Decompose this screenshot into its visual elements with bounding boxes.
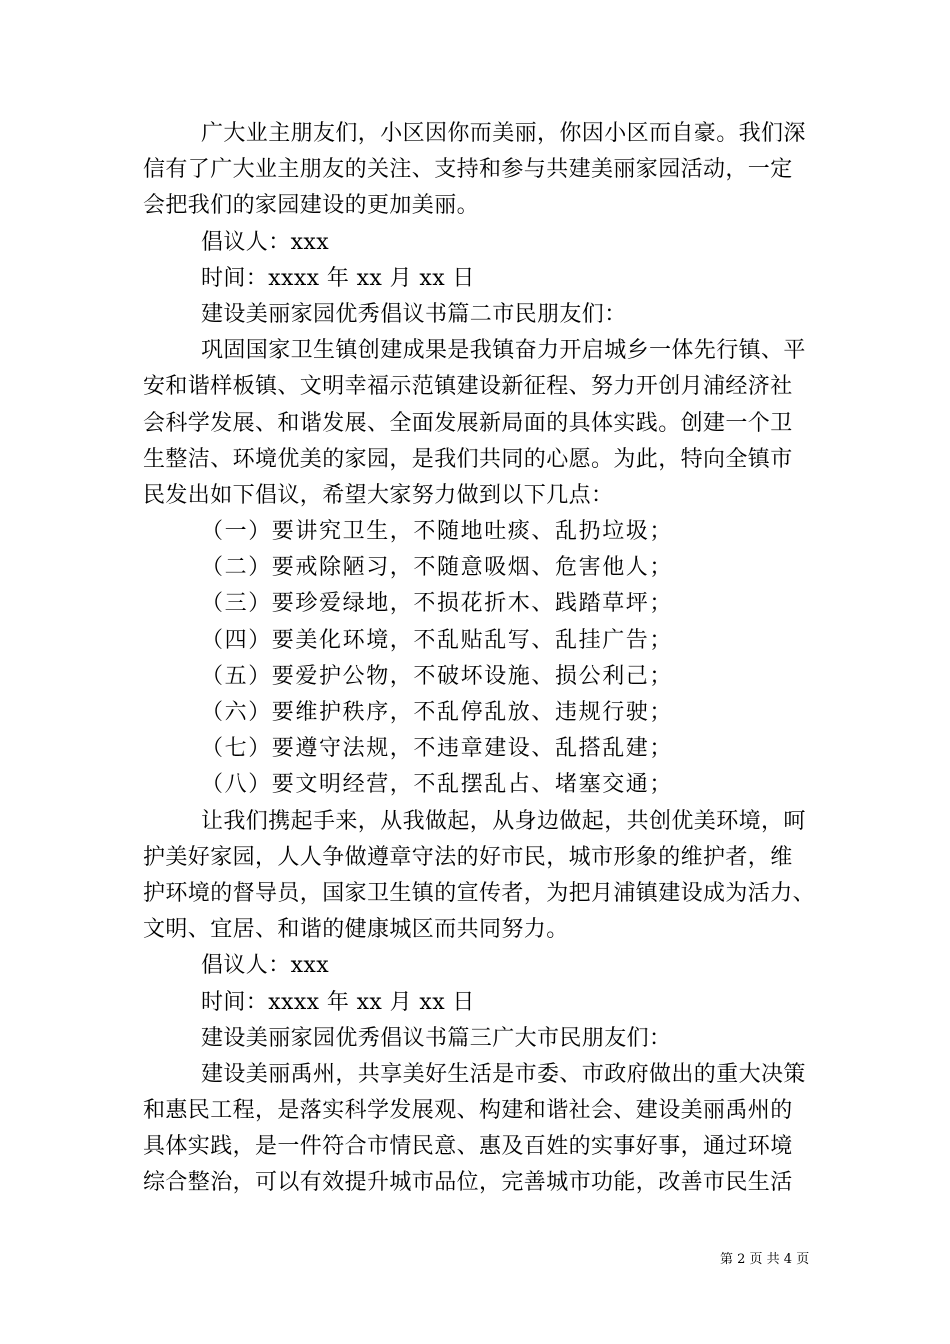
paragraph-2 [143, 333, 823, 514]
page-number: 第 2 页 共 4 页 [720, 1252, 810, 1267]
proposal-item: （三）要珍爱绿地，不损花折木、践踏草坪； [201, 591, 674, 617]
text-line: 广大业主朋友们，小区因你而美丽，你因小区而自豪。我们深 [201, 121, 806, 146]
paragraph-3 [143, 804, 823, 949]
paragraph-4 [143, 1057, 823, 1202]
text-line: 护美好家园，人人争做遵章守法的好市民，城市形象的维护者，维 [143, 844, 793, 870]
proposal-item: （六）要维护秩序，不乱停乱放、违规行驶； [201, 700, 674, 725]
proposal-item: （五）要爱护公物，不破坏设施、损公利己； [201, 663, 674, 689]
signature-block-2 [143, 948, 823, 1020]
text-line: 巩固国家卫生镇创建成果是我镇奋力开启城乡一体先行镇、平 [201, 338, 806, 364]
text-line: 和惠民工程，是落实科学发展观、构建和谐社会、建设美丽禹州的 [143, 1098, 793, 1124]
document-body [143, 116, 823, 1202]
date-line: 时间：xxxx 年 xx 月 xx 日 [201, 265, 475, 291]
proposal-item: （七）要遵守法规，不违章建设、乱搭乱建； [201, 736, 674, 762]
text-line: 安和谐样板镇、文明幸福示范镇建设新征程、努力开创月浦经济社 [143, 374, 793, 400]
proposal-item: （一）要讲究卫生，不随地吐痰、乱扔垃圾； [201, 519, 674, 545]
date-line: 时间：xxxx 年 xx 月 xx 日 [201, 989, 475, 1015]
text-line: 护环境的督导员，国家卫生镇的宣传者，为把月浦镇建设成为活力、 [143, 880, 816, 906]
section-heading-3: 建设美丽家园优秀倡议书篇三广大市民朋友们： [201, 1025, 672, 1051]
text-line: 具体实践，是一件符合市情民意、惠及百姓的实事好事，通过环境 [143, 1134, 793, 1160]
text-line: 会科学发展、和谐发展、全面发展新局面的具体实践。创建一个卫 [143, 410, 793, 436]
proposal-list [143, 514, 823, 804]
proposal-item: （八）要文明经营，不乱摆乱占、堵塞交通； [201, 772, 674, 798]
text-line: 让我们携起手来，从我做起，从身边做起，共创优美环境，呵 [201, 808, 806, 834]
text-line: 会把我们的家园建设的更加美丽。 [143, 193, 480, 219]
proposer-line: 倡议人：xxx [201, 229, 330, 255]
text-line: 建设美丽禹州，共享美好生活是市委、市政府做出的重大决策 [201, 1061, 806, 1087]
section-heading-2: 建设美丽家园优秀倡议书篇二市民朋友们： [201, 301, 627, 327]
proposal-item: （四）要美化环境，不乱贴乱写、乱挂广告； [201, 627, 674, 653]
paragraph-1 [143, 116, 823, 225]
text-line: 信有了广大业主朋友的关注、支持和参与共建美丽家园活动，一定 [143, 157, 793, 183]
text-line: 民发出如下倡议，希望大家努力做到以下几点： [143, 482, 614, 508]
text-line: 文明、宜居、和谐的健康城区而共同努力。 [143, 917, 569, 943]
signature-block-1 [143, 225, 823, 297]
text-line: 综合整治，可以有效提升城市品位，完善城市功能，改善市民生活 [143, 1170, 793, 1196]
proposal-item: （二）要戒除陋习，不随意吸烟、危害他人； [201, 555, 674, 581]
text-line: 生整洁、环境优美的家园，是我们共同的心愿。为此，特向全镇市 [143, 446, 793, 472]
proposer-line: 倡议人：xxx [201, 953, 330, 979]
